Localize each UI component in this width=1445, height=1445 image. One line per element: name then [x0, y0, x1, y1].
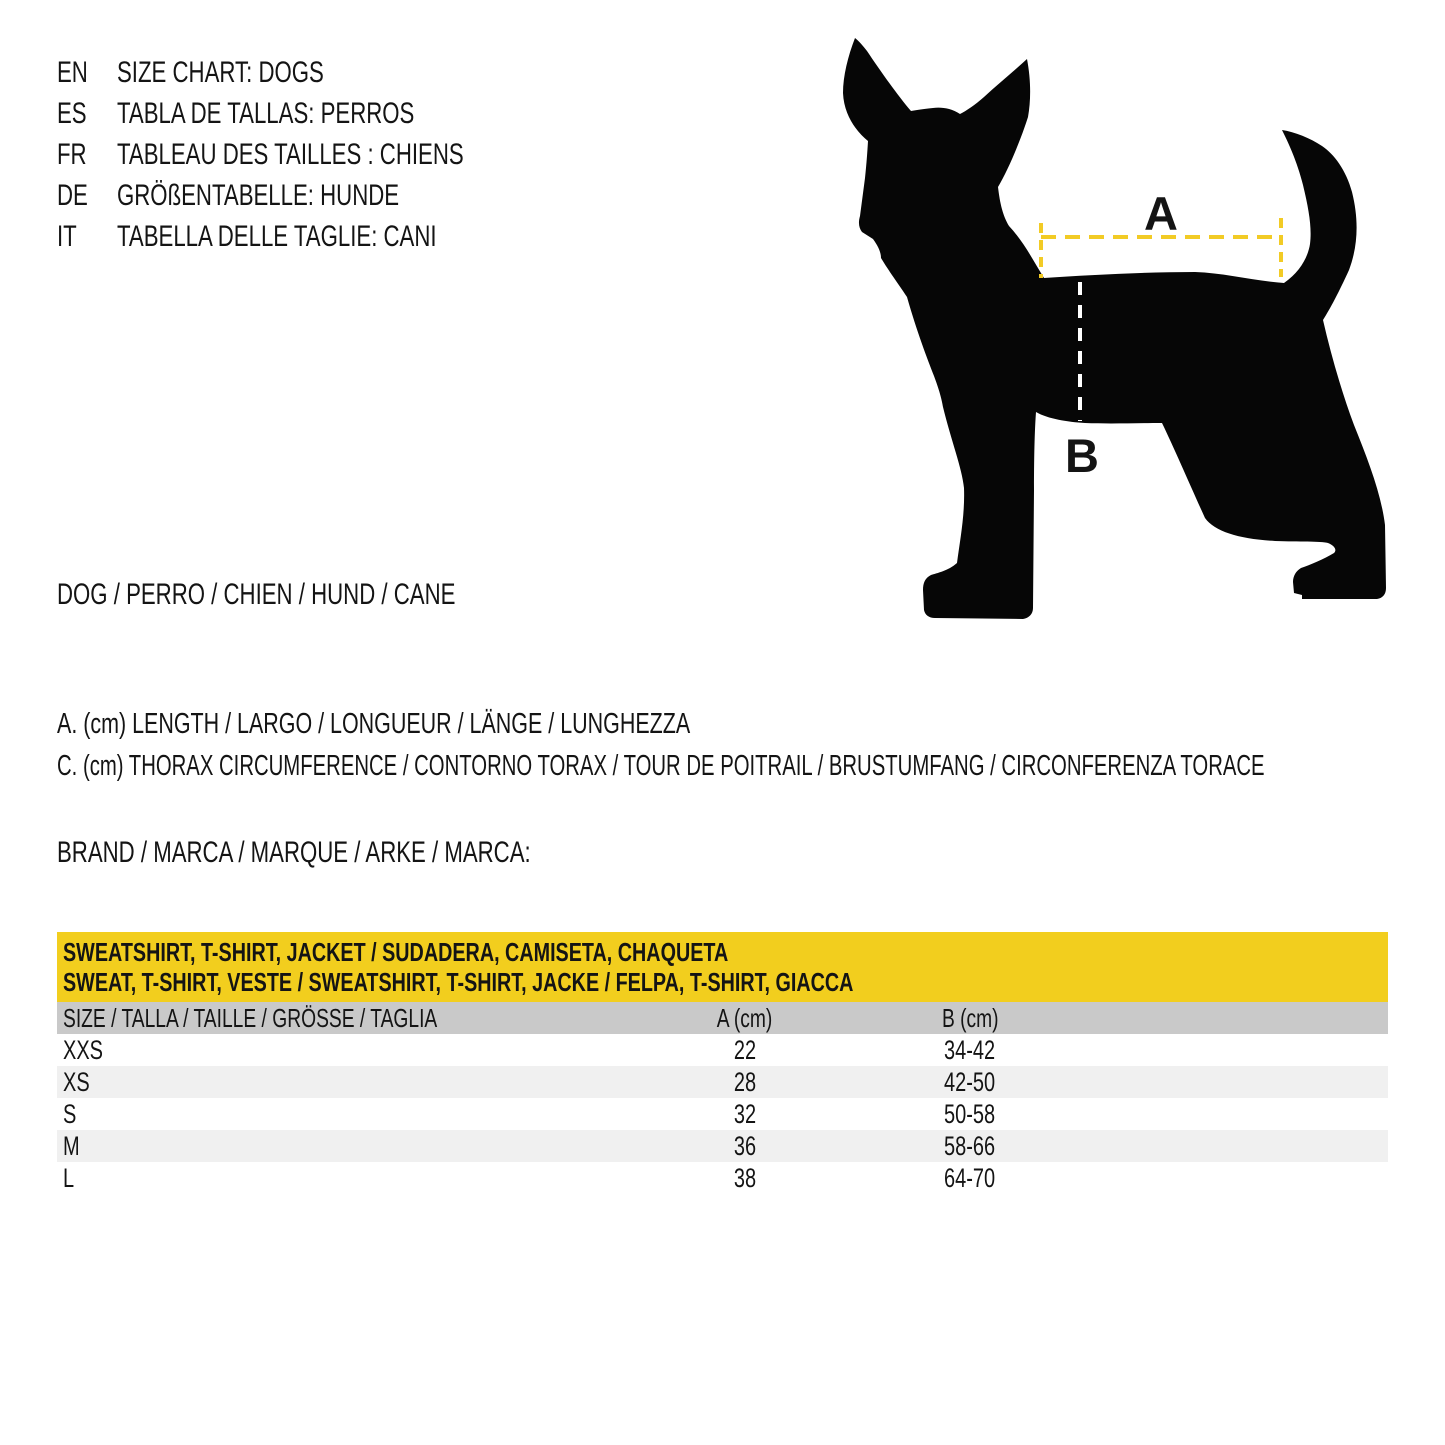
measure-b-label: B [1065, 429, 1099, 482]
b-cell: 42-50 [944, 1066, 996, 1097]
size-table [57, 932, 1388, 1194]
b-cell: 64-70 [944, 1162, 996, 1193]
brand-label: BRAND / MARCA / MARQUE / ARKE / MARCA: [57, 836, 531, 869]
a-cell: 32 [733, 1098, 757, 1129]
size-cell: M [63, 1130, 80, 1161]
table-row [57, 1130, 1388, 1162]
b-cell: 58-66 [944, 1130, 996, 1161]
size-cell: XXS [63, 1034, 103, 1065]
page-title-it: TABELLA DELLE TAGLIE: CANI [117, 220, 437, 253]
page-title-de: GRÖßENTABELLE: HUNDE [117, 179, 400, 212]
column-header-row [57, 1002, 1388, 1034]
a-cell: 28 [733, 1066, 757, 1097]
column-header-b: B (cm) [941, 1002, 999, 1033]
language-code: FR [57, 138, 87, 171]
dog-diagram [810, 20, 1430, 635]
measure-c-legend: C. (cm) THORAX CIRCUMFERENCE / CONTORNO TORAX / TOUR DE POITRAIL / BRUSTUMFANG / CIRCONFERENZA TORACE [57, 750, 1265, 782]
language-code: ES [57, 97, 87, 130]
table-row [57, 1034, 1388, 1066]
b-cell: 34-42 [944, 1034, 996, 1065]
banner-line-1: SWEATSHIRT, T-SHIRT, JACKET / SUDADERA, CAMISETA, CHAQUETA [63, 937, 729, 967]
language-code: DE [57, 179, 88, 212]
a-cell: 38 [733, 1162, 757, 1193]
measure-a-legend: A. (cm) LENGTH / LARGO / LONGUEUR / LÄNGE / LUNGHEZZA [57, 708, 691, 740]
column-header-a: A (cm) [717, 1002, 773, 1033]
size-cell: L [63, 1162, 75, 1193]
size-cell: S [63, 1098, 77, 1129]
measure-a-label: A [1144, 187, 1178, 240]
language-code: EN [57, 56, 88, 89]
language-code: IT [57, 220, 77, 253]
banner-line-2: SWEAT, T-SHIRT, VESTE / SWEATSHIRT, T-SHIRT, JACKE / FELPA, T-SHIRT, GIACCA [63, 967, 854, 997]
page-title: SIZE CHART: DOGS [117, 56, 324, 89]
a-cell: 36 [733, 1130, 757, 1161]
b-cell: 50-58 [944, 1098, 996, 1129]
dog-silhouette [843, 38, 1386, 619]
a-cell: 22 [733, 1034, 757, 1065]
table-header-banner [57, 932, 1388, 1002]
column-header-size: SIZE / TALLA / TAILLE / GRÖSSE / TAGLIA [63, 1002, 438, 1033]
table-row [57, 1066, 1388, 1098]
table-row [57, 1098, 1388, 1130]
size-cell: XS [63, 1066, 90, 1097]
dog-caption: DOG / PERRO / CHIEN / HUND / CANE [57, 578, 456, 611]
page-title-es: TABLA DE TALLAS: PERROS [117, 97, 415, 130]
table-row [57, 1162, 1388, 1194]
page-title-fr: TABLEAU DES TAILLES : CHIENS [117, 138, 464, 171]
